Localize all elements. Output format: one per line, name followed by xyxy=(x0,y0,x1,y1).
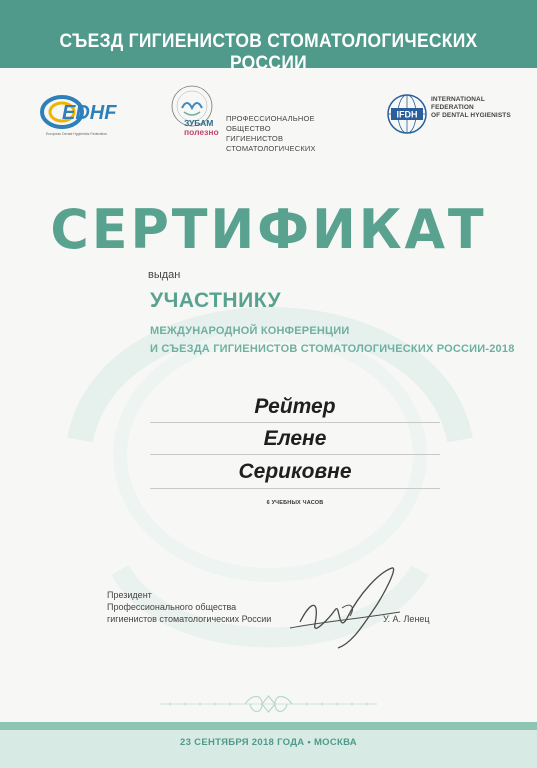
study-hours: 6 УЧЕБНЫХ ЧАСОВ xyxy=(266,500,324,506)
zubam-org-line1: ПРОФЕССИОНАЛЬНОЕ ОБЩЕСТВО xyxy=(226,114,315,133)
signatory-line3: гигиенистов стоматологических России xyxy=(107,614,272,624)
edhf-logo xyxy=(40,88,140,143)
edhf-caption: European Dental Hygienists Federation xyxy=(46,132,108,136)
footer-band xyxy=(0,722,537,768)
decorative-ornament xyxy=(0,690,537,714)
signatory-line1: Президент xyxy=(107,590,152,600)
name-underline xyxy=(150,422,440,423)
zubam-org-name xyxy=(226,114,360,154)
footer-stripe xyxy=(0,722,537,730)
ifdh-line1: INTERNATIONAL FEDERATION xyxy=(431,96,485,111)
ifdh-name xyxy=(431,96,515,120)
recipient-patronymic: Сериковне xyxy=(238,460,352,483)
footer-date-place: 23 СЕНТЯБРЯ 2018 ГОДА • МОСКВА xyxy=(180,737,357,748)
conference-line1: МЕЖДУНАРОДНОЙ КОНФЕРЕНЦИИ xyxy=(150,325,350,337)
conference-line2: И СЪЕЗДА ГИГИЕНИСТОВ СТОМАТОЛОГИЧЕСКИХ РОССИИ-2018 xyxy=(150,343,515,355)
zubam-word1: ЗУБАМ xyxy=(184,118,214,128)
zubam-org-line2: ГИГИЕНИСТОВ СТОМАТОЛОГИЧЕСКИХ xyxy=(226,134,316,153)
signer-name: У. А. Ленец xyxy=(383,614,430,624)
zubam-logo xyxy=(160,84,360,153)
header-band xyxy=(0,0,537,74)
issued-label: выдан xyxy=(148,269,181,281)
recipient-surname: Рейтер xyxy=(254,395,336,418)
participant-heading: УЧАСТНИКУ xyxy=(150,289,282,312)
signatory-line2: Профессионального общества xyxy=(107,602,237,612)
edhf-logo-mark xyxy=(40,88,140,132)
name-underline xyxy=(150,454,440,455)
header-title: СЪЕЗД ГИГИЕНИСТОВ СТОМАТОЛОГИЧЕСКИХ РОССИИ xyxy=(59,31,478,74)
ifdh-globe-icon xyxy=(385,92,429,136)
signatory-title xyxy=(107,589,271,625)
recipient-first-name: Елене xyxy=(263,427,327,450)
zubam-wordmark xyxy=(184,119,219,137)
ifdh-line2: OF DENTAL HYGIENISTS xyxy=(431,112,511,119)
name-underline xyxy=(150,488,440,489)
conference-name xyxy=(150,322,515,358)
certificate-title: СЕРТИФИКАТ xyxy=(50,198,487,261)
ifdh-logo xyxy=(385,92,515,136)
ifdh-mark: IFDH xyxy=(396,109,418,120)
edhf-logo-text: EDHF xyxy=(62,102,117,124)
zubam-word2: полезно xyxy=(184,127,219,137)
handwritten-signature xyxy=(280,562,420,652)
